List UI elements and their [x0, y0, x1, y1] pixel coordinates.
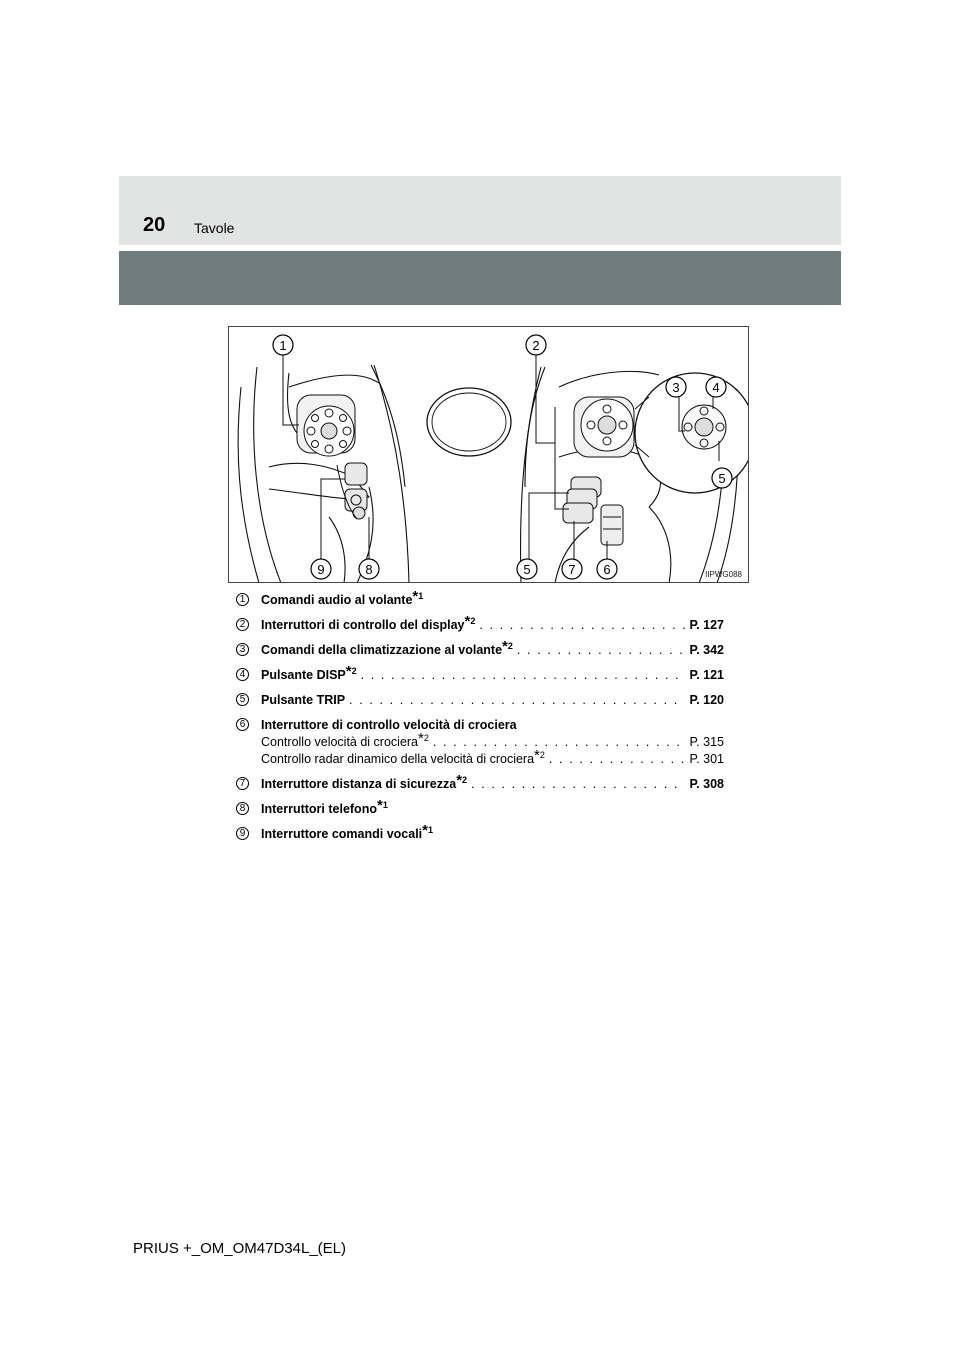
- footnote-ref: [464, 613, 476, 630]
- list-item: [236, 797, 724, 818]
- item-number-badge: 1: [236, 593, 249, 606]
- item-label-text: Comandi audio al volante: [261, 593, 413, 607]
- item-label: [261, 717, 517, 734]
- callout-label: 5: [523, 562, 531, 577]
- title-band: [119, 251, 841, 305]
- item-label-text: Controllo radar dinamico della velocità di crociera: [261, 752, 535, 766]
- item-label-text: Interruttori di controllo del display: [261, 618, 465, 632]
- item-number-badge: 9: [236, 827, 249, 840]
- asterisk-icon: *: [345, 663, 352, 680]
- callout-label: 1: [279, 338, 287, 353]
- footnote-ref: [422, 822, 434, 839]
- item-row: [261, 692, 724, 709]
- footnote-number: 2: [539, 750, 545, 760]
- callout-label: 9: [317, 562, 325, 577]
- item-number-badge: 2: [236, 618, 249, 631]
- page-reference-link[interactable]: P. 308: [689, 777, 724, 791]
- footnote-ref: [418, 730, 429, 747]
- footnote-number: 2: [470, 616, 476, 626]
- footnote-number: 2: [351, 666, 357, 676]
- item-label: [261, 663, 357, 684]
- item-label: [261, 730, 429, 751]
- asterisk-icon: *: [412, 588, 419, 605]
- item-row: [261, 663, 724, 684]
- footnote-ref: [376, 797, 388, 814]
- item-row: [261, 588, 724, 609]
- callout-label: 8: [365, 562, 373, 577]
- footnote-ref: [412, 588, 424, 605]
- item-number-badge: 8: [236, 802, 249, 815]
- item-label-text: Controllo velocità di crociera: [261, 735, 419, 749]
- page-number: 20: [143, 214, 166, 236]
- item-row: [261, 613, 724, 634]
- item-label: [261, 588, 424, 609]
- footnote-ref: [456, 772, 468, 789]
- page-reference-link[interactable]: P. 301: [689, 752, 724, 766]
- footnote-number: 2: [462, 775, 468, 785]
- footnote-number: 2: [507, 641, 513, 651]
- page-reference-link[interactable]: P. 315: [689, 735, 724, 749]
- item-label-text: Interruttore comandi vocali: [261, 827, 423, 841]
- page-reference-link[interactable]: P. 342: [689, 643, 724, 657]
- figure-code: IIPWG088: [705, 570, 742, 579]
- header-bar: [119, 176, 841, 245]
- item-number-badge: 7: [236, 777, 249, 790]
- list-item: [236, 717, 724, 768]
- item-label: [261, 638, 513, 659]
- callout-label: 3: [672, 380, 680, 395]
- item-label-text: Pulsante TRIP: [261, 693, 346, 707]
- footnote-number: 1: [382, 800, 388, 810]
- asterisk-icon: *: [502, 638, 508, 655]
- item-label-text: Interruttore distanza di sicurezza: [261, 777, 457, 791]
- page-reference-link[interactable]: P. 121: [689, 668, 724, 682]
- item-label: [261, 613, 476, 634]
- dot-leader: [479, 617, 685, 634]
- footnote-ref: [345, 663, 357, 680]
- callout-label: 2: [532, 338, 540, 353]
- dot-leader: [433, 734, 686, 751]
- list-item: [236, 638, 724, 659]
- item-label: [261, 822, 434, 843]
- item-label-text: Interruttore di controllo velocità di crociera: [261, 718, 517, 732]
- section-title: Tavole: [194, 220, 235, 236]
- list-item: [236, 822, 724, 843]
- footnote-number: 1: [418, 591, 424, 601]
- footnote-number: 1: [428, 825, 434, 835]
- list-item: [236, 692, 724, 709]
- item-label: [261, 797, 388, 818]
- asterisk-icon: *: [422, 822, 428, 839]
- callout-label: 5: [718, 471, 726, 486]
- item-label: [261, 747, 545, 768]
- item-label-text: Pulsante DISP: [261, 668, 346, 682]
- item-row: [261, 717, 724, 734]
- item-row: [261, 822, 724, 843]
- callout-label: 7: [568, 562, 576, 577]
- asterisk-icon: *: [418, 730, 424, 747]
- asterisk-icon: *: [376, 797, 383, 814]
- callout-label: 6: [603, 562, 611, 577]
- page-reference-link[interactable]: P. 120: [689, 693, 724, 707]
- asterisk-icon: *: [456, 772, 463, 789]
- item-row: [261, 730, 724, 751]
- item-label: [261, 772, 468, 793]
- item-label-text: Interruttori telefono: [261, 802, 377, 816]
- item-label-text: Comandi della climatizzazione al volante: [261, 643, 503, 657]
- item-row: [261, 638, 724, 659]
- item-list: [236, 588, 724, 843]
- item-row: [261, 747, 724, 768]
- list-item: [236, 588, 724, 609]
- dot-leader: [471, 776, 685, 793]
- footer-doc-code: PRIUS +_OM_OM47D34L_(EL): [133, 1240, 347, 1257]
- item-number-badge: 5: [236, 693, 249, 706]
- dot-leader: [349, 692, 685, 709]
- list-item: [236, 613, 724, 634]
- list-item: [236, 663, 724, 684]
- item-label: [261, 692, 345, 709]
- item-number-badge: 3: [236, 643, 249, 656]
- item-number-badge: 6: [236, 718, 249, 731]
- dot-leader: [361, 667, 686, 684]
- item-row: [261, 772, 724, 793]
- dot-leader: [549, 751, 686, 768]
- callout-label: 4: [712, 380, 720, 395]
- footnote-number: 2: [423, 733, 429, 743]
- footnote-ref: [502, 638, 513, 655]
- page-reference-link[interactable]: P. 127: [689, 618, 724, 632]
- asterisk-icon: *: [464, 613, 471, 630]
- steering-wheel-switches-figure: [228, 326, 749, 583]
- item-number-badge: 4: [236, 668, 249, 681]
- footnote-ref: [534, 747, 545, 764]
- list-item: [236, 772, 724, 793]
- dot-leader: [517, 642, 686, 659]
- item-row: [261, 797, 724, 818]
- steering-wheel-illustration: [229, 327, 749, 583]
- asterisk-icon: *: [534, 747, 540, 764]
